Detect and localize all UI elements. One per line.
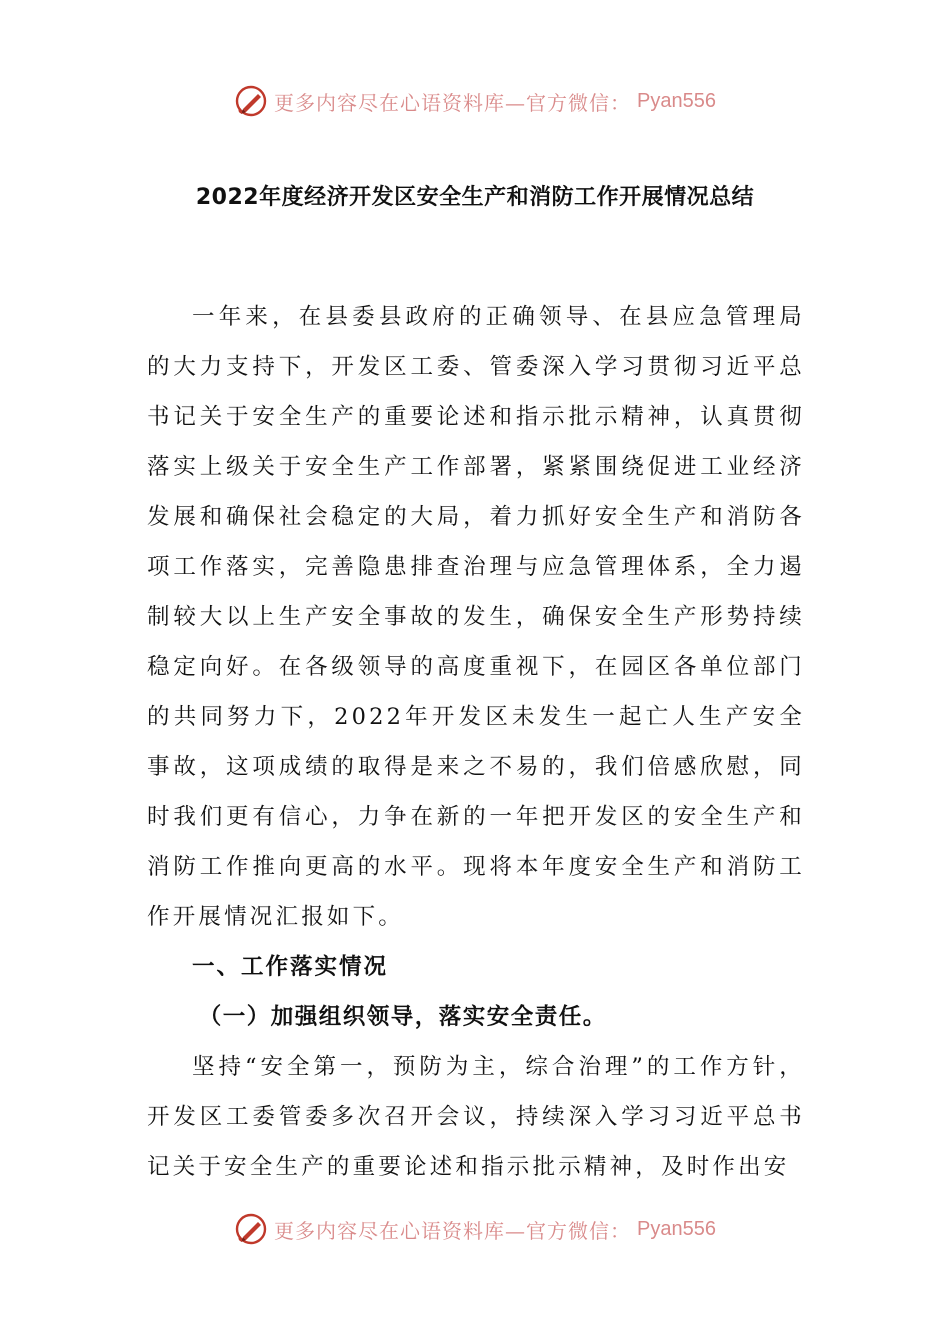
- pen-logo-icon: [234, 84, 268, 118]
- subsection-paragraph: 坚持“安全第一，预防为主，综合治理”的工作方针，开发区工委管委多次召开会议，持续深入学习习近平总书记关于安全生产的重要论述和指示批示精神，及时作出安: [147, 1054, 805, 1180]
- watermark-header: [0, 84, 950, 118]
- watermark-wechat-id: Pyan556: [637, 89, 716, 112]
- section-heading: 一、工作落实情况: [192, 954, 389, 980]
- subsection-heading: （一）加强组织领导，落实安全责任。: [198, 1004, 607, 1030]
- watermark-text: 更多内容尽在心语资料库—官方微信：: [274, 1218, 632, 1243]
- document-body: [147, 292, 805, 1192]
- watermark-footer: [0, 1212, 950, 1246]
- pen-logo-icon: [234, 1212, 268, 1246]
- watermark-text: 更多内容尽在心语资料库—官方微信：: [274, 90, 632, 115]
- watermark-wechat-id: Pyan556: [637, 1217, 716, 1240]
- document-title: 2022年度经济开发区安全生产和消防工作开展情况总结: [195, 185, 755, 210]
- intro-paragraph: 一年来，在县委县政府的正确领导、在县应急管理局的大力支持下，开发区工委、管委深入学习贯彻习近平总书记关于安全生产的重要论述和指示批示精神，认真贯彻落实上级关于安全生产工作部署，紧紧围绕促进工业经济发展和确保社会稳定的大局，着力抓好安全生产和消防各项工作落实，完善隐患排查治理与应急管理体系，全力遏制较大以上生产安全事故的发生，确保安全生产形势持续稳定向好。在各级领导的高度重视下，在园区各单位部门的共同努力下，2022年开发区未发生一起亡人生产安全事故，这项成绩的取得是来之不易的，我们倍感欣慰，同时我们更有信心，力争在新的一年把开发区的安全生产和消防工作推向更高的水平。现将本年度安全生产和消防工作开展情况汇报如下。: [147, 304, 805, 930]
